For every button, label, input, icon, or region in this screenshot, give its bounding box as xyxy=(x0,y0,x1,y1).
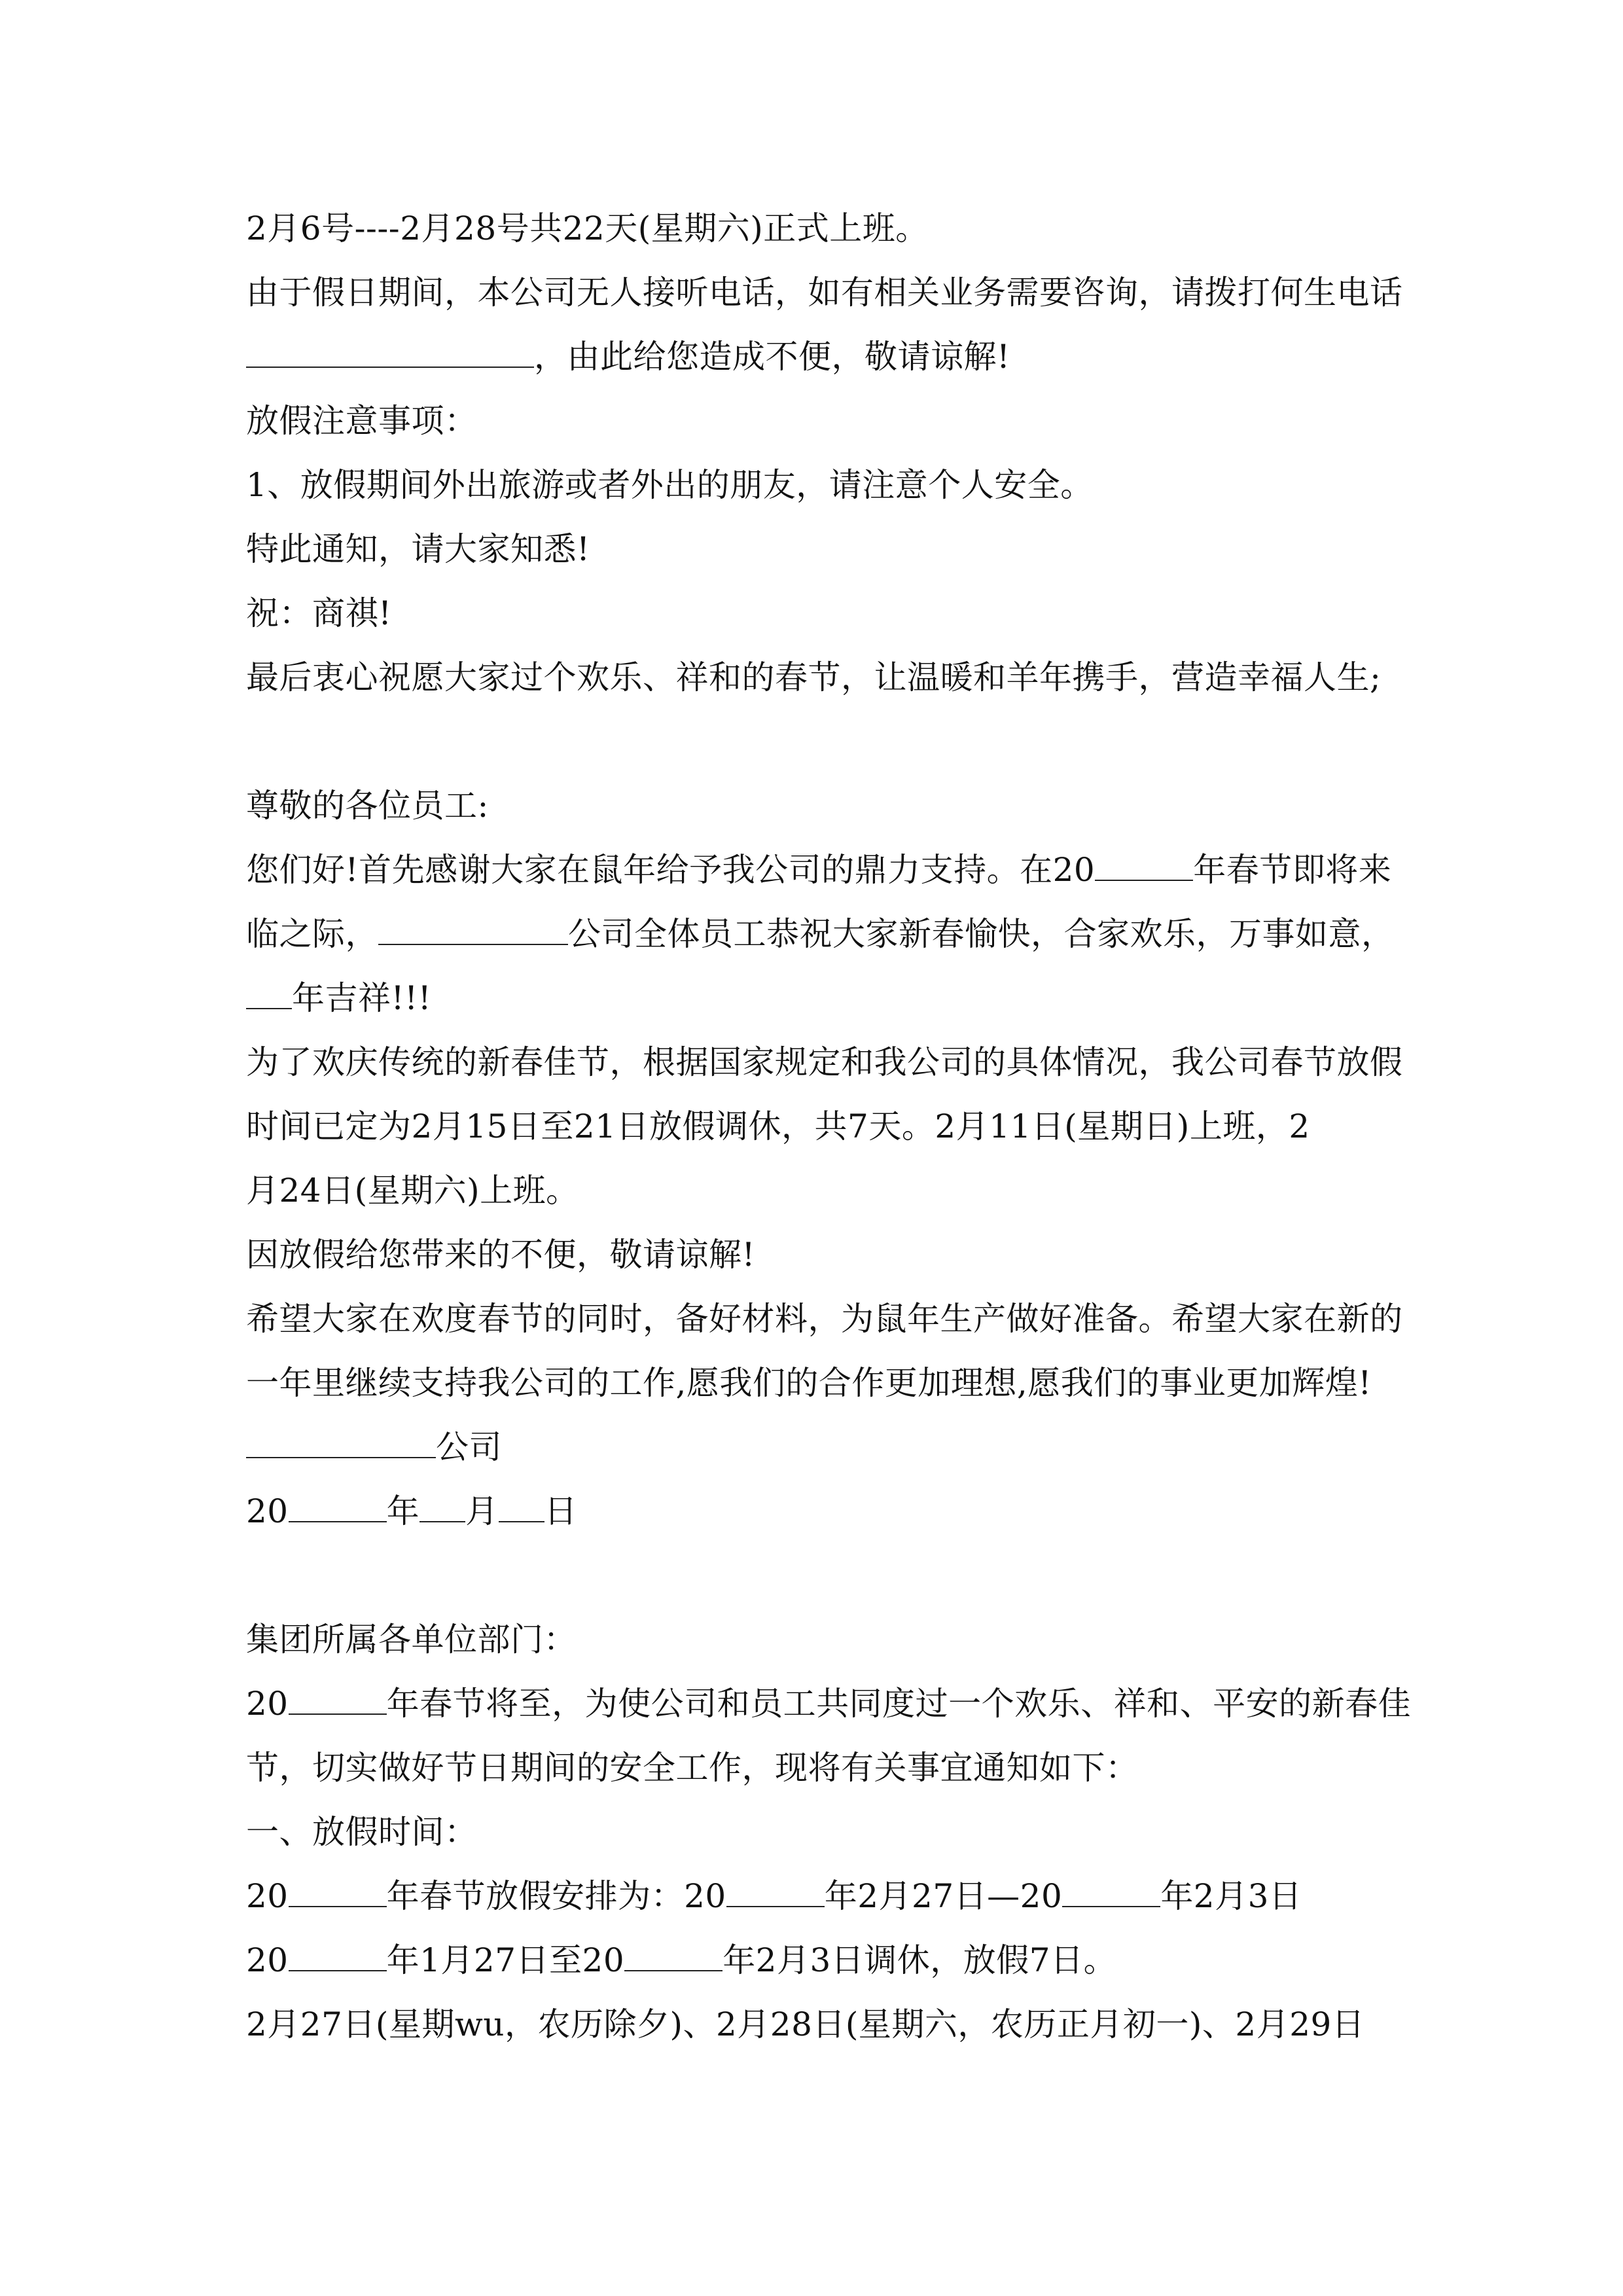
text-span: 特此通知，请大家知悉! xyxy=(246,530,590,568)
text-line xyxy=(246,645,1398,709)
text-span: 月24日(星期六)上班。 xyxy=(246,1172,579,1210)
section-heading xyxy=(246,1800,1398,1864)
text-span: 年2月3日调休，放假7日。 xyxy=(722,1941,1117,1979)
fill-blank xyxy=(289,1944,387,1971)
text-span: 一年里继续支持我公司的工作,愿我们的合作更加理想,愿我们的事业更加辉煌! xyxy=(246,1364,1372,1402)
fill-blank xyxy=(378,918,568,945)
text-span: 年吉祥!!! xyxy=(292,979,432,1017)
text-span: 年1月27日至20 xyxy=(386,1941,625,1979)
text-line xyxy=(246,1928,1398,1992)
fill-blank xyxy=(1062,1880,1160,1907)
text-line xyxy=(246,1158,1398,1223)
text-line xyxy=(246,1736,1398,1800)
fill-blank xyxy=(289,1687,387,1715)
text-line xyxy=(246,453,1398,517)
text-span: 年2月27日—20 xyxy=(824,1877,1063,1915)
text-span: 最后衷心祝愿大家过个欢乐、祥和的春节，让温暖和羊年携手，营造幸福人生; xyxy=(246,658,1382,696)
text-line xyxy=(246,517,1398,581)
text-span: 年春节即将来 xyxy=(1193,851,1392,889)
text-span: 祝：商祺! xyxy=(246,594,392,632)
greeting xyxy=(246,1607,1398,1672)
text-span: 年2月3日 xyxy=(1160,1877,1302,1915)
text-span: 由于假日期间，本公司无人接听电话，如有相关业务需要咨询，请拨打何生电话 xyxy=(246,274,1403,312)
text-span: 临之际， xyxy=(246,915,378,953)
text-span: 尊敬的各位员工: xyxy=(246,787,489,825)
section-gap xyxy=(246,709,1398,774)
text-line xyxy=(246,838,1398,902)
text-span: 年春节将至，为使公司和员工共同度过一个欢乐、祥和、平安的新春佳 xyxy=(386,1685,1412,1723)
text-line xyxy=(246,1287,1403,1351)
text-line xyxy=(246,1223,1398,1287)
text-span: 月 xyxy=(465,1492,499,1530)
signature-company xyxy=(246,1415,1398,1479)
fill-blank xyxy=(499,1495,544,1522)
text-line xyxy=(246,1672,1412,1736)
text-span: 20 xyxy=(246,1685,289,1723)
section-gap xyxy=(246,1543,1398,1607)
fill-blank xyxy=(419,1495,465,1522)
text-span: 日 xyxy=(544,1492,578,1530)
fill-blank xyxy=(246,982,292,1009)
fill-blank xyxy=(289,1495,387,1522)
text-line xyxy=(246,325,1398,389)
text-line xyxy=(246,1094,1398,1158)
text-span: 希望大家在欢度春节的同时，备好材料，为鼠年生产做好准备。希望大家在新的 xyxy=(246,1300,1403,1338)
text-line xyxy=(246,260,1403,325)
fill-blank xyxy=(246,1431,436,1458)
text-line xyxy=(246,966,1398,1030)
text-span: 一、放假时间： xyxy=(246,1813,478,1851)
text-span: 节，切实做好节日期间的安全工作，现将有关事宜通知如下： xyxy=(246,1749,1139,1787)
greeting xyxy=(246,774,1398,838)
text-span: 20 xyxy=(246,1941,289,1979)
fill-blank xyxy=(1095,853,1193,881)
text-line xyxy=(246,1351,1398,1415)
text-span: 20 xyxy=(246,1492,289,1530)
text-span: 为了欢庆传统的新春佳节，根据国家规定和我公司的具体情况，我公司春节放假 xyxy=(246,1043,1403,1081)
text-span: ，由此给您造成不便，敬请谅解! xyxy=(534,338,1010,376)
text-span: 2月6号----2月28号共22天(星期六)正式上班。 xyxy=(246,209,929,247)
text-span: 2月27日(星期wu，农历除夕)、2月28日(星期六，农历正月初一)、2月29日 xyxy=(246,2005,1365,2043)
document-body xyxy=(246,196,1412,2056)
text-line xyxy=(246,902,1398,966)
text-line xyxy=(246,1864,1398,1928)
text-line xyxy=(246,389,1398,453)
text-span: 1、放假期间外出旅游或者外出的朋友，请注意个人安全。 xyxy=(246,466,1094,504)
text-line xyxy=(246,1992,1398,2056)
text-span: 公司全体员工恭祝大家新春愉快，合家欢乐，万事如意， xyxy=(568,915,1395,953)
fill-blank xyxy=(726,1880,825,1907)
fill-blank xyxy=(624,1944,722,1971)
text-span: 年春节放假安排为：20 xyxy=(386,1877,726,1915)
text-span: 放假注意事项： xyxy=(246,402,478,440)
signature-date xyxy=(246,1479,1398,1543)
text-span: 您们好!首先感谢大家在鼠年给予我公司的鼎力支持。在20 xyxy=(246,851,1096,889)
text-line xyxy=(246,196,1398,260)
text-line xyxy=(246,581,1398,645)
text-span: 因放假给您带来的不便，敬请谅解! xyxy=(246,1236,756,1274)
text-span: 年 xyxy=(386,1492,420,1530)
text-span: 集团所属各单位部门： xyxy=(246,1621,577,1659)
fill-blank xyxy=(289,1880,387,1907)
text-line xyxy=(246,1030,1403,1094)
text-span: 20 xyxy=(246,1877,289,1915)
fill-blank xyxy=(246,340,534,368)
text-span: 时间已定为2月15日至21日放假调休，共7天。2月11日(星期日)上班，2 xyxy=(246,1107,1310,1145)
text-span: 公司 xyxy=(436,1428,502,1466)
